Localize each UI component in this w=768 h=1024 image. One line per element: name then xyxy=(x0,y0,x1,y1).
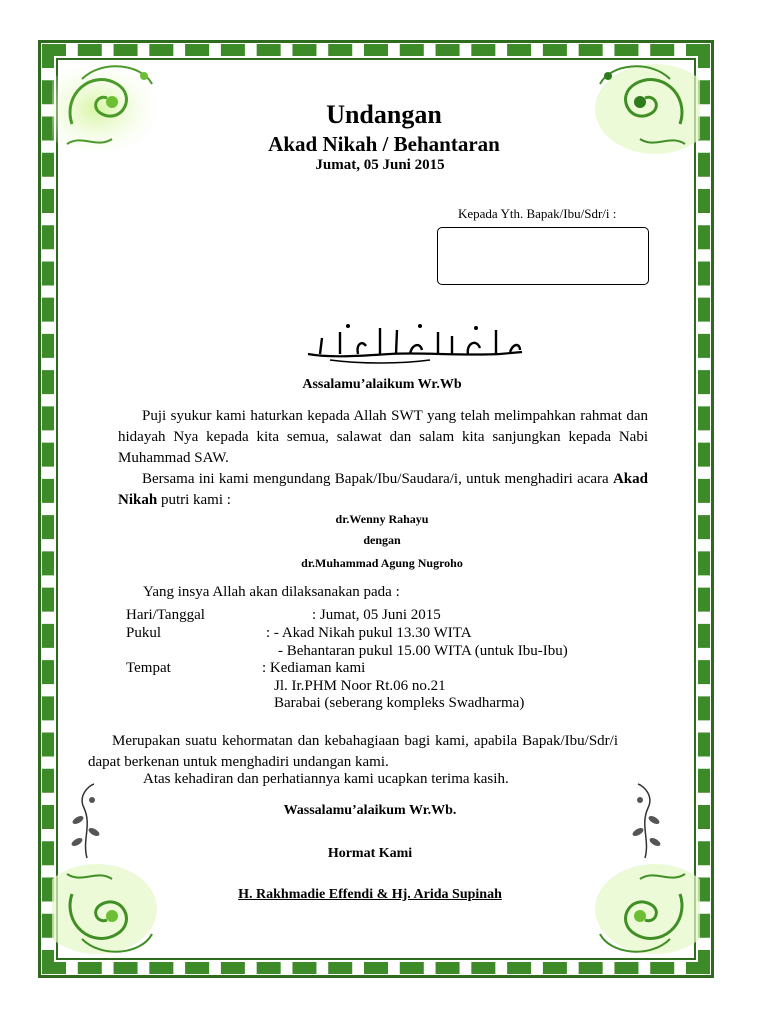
time-value-akad: : - Akad Nikah pukul 13.30 WITA xyxy=(266,625,472,641)
invitation-text-start: Bersama ini kami mengundang Bapak/Ibu/Saudara/i, untuk menghadiri acara xyxy=(142,471,613,487)
place-value-street: Jl. Ir.PHM Noor Rt.06 no.21 xyxy=(274,678,446,694)
signatories: H. Rakhmadie Effendi & Hj. Arida Supinah xyxy=(238,887,502,902)
corner-ornament-bottom-left xyxy=(52,854,182,964)
place-label: Tempat xyxy=(126,660,171,676)
day-value: : Jumat, 05 Juni 2015 xyxy=(312,607,441,623)
invitation-date: Jumat, 05 Juni 2015 xyxy=(315,157,445,173)
time-value-behantaran: - Behantaran pukul 15.00 WITA (untuk Ibu-Ibu) xyxy=(278,643,568,659)
groom-name: dr.Muhammad Agung Nugroho xyxy=(301,556,463,570)
thanks-paragraph: Atas kehadiran dan perhatiannya kami ucapkan terima kasih. xyxy=(143,771,509,787)
recipient-address-box xyxy=(437,227,649,285)
corner-ornament-bottom-right xyxy=(570,854,700,964)
place-value-area: Barabai (seberang kompleks Swadharma) xyxy=(274,695,525,711)
place-value-home: : Kediaman kami xyxy=(262,660,366,676)
couple-connector: dengan xyxy=(363,533,401,547)
event-name: Akad Nikah xyxy=(118,471,648,508)
opening-paragraph: Puji syukur kami haturkan kepada Allah SWT yang telah melimpahkan rahmat dan hidayah Nya kepada kita semua, salawat dan salam kita sanjungkan kepada Nabi Muhammad SAW. xyxy=(118,408,648,466)
opening-greeting: Assalamu’alaikum Wr.Wb xyxy=(302,377,462,392)
regards-label: Hormat Kami xyxy=(327,846,413,861)
time-label: Pukul xyxy=(126,625,162,641)
closing-greeting: Wassalamu’alaikum Wr.Wb. xyxy=(283,803,457,818)
basmalah-calligraphy xyxy=(300,318,530,366)
recipient-label: Kepada Yth. Bapak/Ibu/Sdr/i : xyxy=(458,206,617,221)
invitation-subtitle: Akad Nikah / Behantaran xyxy=(268,132,500,156)
schedule-intro: Yang insya Allah akan dilaksanakan pada : xyxy=(143,584,400,600)
invitation-paragraph xyxy=(118,469,648,511)
invitation-text-end: putri kami : xyxy=(157,492,231,508)
bride-name: dr.Wenny Rahayu xyxy=(335,512,429,526)
invitation-title: Undangan xyxy=(326,100,442,129)
closing-paragraph: Merupakan suatu kehormatan dan kebahagiaan bagi kami, apabila Bapak/Ibu/Sdr/i dapat berkenan untuk menghadiri undangan kami. xyxy=(88,733,618,770)
day-label: Hari/Tanggal xyxy=(126,607,205,623)
